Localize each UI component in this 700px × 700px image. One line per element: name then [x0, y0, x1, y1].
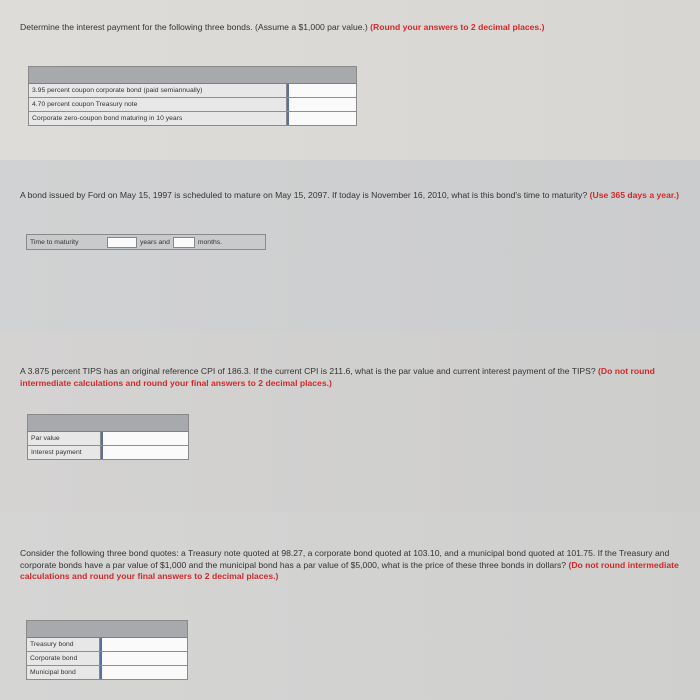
- answer-input-corporate-coupon[interactable]: [287, 84, 356, 97]
- row-label: Treasury bond: [27, 638, 100, 651]
- question-1-note: (Round your answers to 2 decimal places.): [370, 22, 545, 32]
- question-2-text: [20, 190, 680, 202]
- question-2-body: A bond issued by Ford on May 15, 1997 is scheduled to mature on May 15, 2097. If today is November 16, 2010, what is this bond's time to maturity?: [20, 190, 588, 200]
- months-input[interactable]: [173, 237, 195, 248]
- row-label: Municipal bond: [27, 666, 100, 679]
- table-header: [29, 67, 356, 84]
- table-row: [28, 446, 188, 459]
- table-row: [27, 666, 187, 679]
- table-row: [29, 98, 356, 112]
- table-row: [29, 112, 356, 125]
- treasury-bond-input[interactable]: [100, 638, 187, 651]
- question-1-table: [28, 66, 357, 126]
- table-header: [27, 621, 187, 638]
- question-1-body: Determine the interest payment for the following three bonds. (Assume a $1,000 par value.): [20, 22, 368, 32]
- municipal-bond-input[interactable]: [100, 666, 187, 679]
- question-3-body: A 3.875 percent TIPS has an original reference CPI of 186.3. If the current CPI is 211.6, what is the par value and current interest payment of the TIPS?: [20, 366, 596, 376]
- corporate-bond-input[interactable]: [100, 652, 187, 665]
- question-3-table: [27, 414, 189, 460]
- question-4-note: (Do not round intermediate calculations and round your final answers to 2 decimal places.): [20, 559, 679, 581]
- time-to-maturity-row: [26, 234, 266, 250]
- par-value-input[interactable]: [101, 432, 188, 445]
- interest-payment-input[interactable]: [101, 446, 188, 459]
- row-label: Corporate bond: [27, 652, 100, 665]
- question-4-body: Consider the following three bond quotes: a Treasury note quoted at 98.27, a corporate bond quoted at 103.10, and a municipal bond quoted at 101.75. If the Treasury and corporate bonds have a par value of $1,000 and the municipal bond has a par value of $5,000, what is the price of these three bonds in dollars?: [20, 548, 670, 570]
- row-label: 4.70 percent coupon Treasury note: [29, 98, 287, 111]
- row-label: 3.95 percent coupon corporate bond (paid semiannually): [29, 84, 287, 97]
- years-input[interactable]: [107, 237, 137, 248]
- table-row: [29, 84, 356, 98]
- question-3-note: (Do not round intermediate calculations and round your final answers to 2 decimal places.): [20, 366, 655, 388]
- table-row: [27, 652, 187, 666]
- row-label: Interest payment: [28, 446, 101, 459]
- question-2-note: (Use 365 days a year.): [589, 190, 679, 200]
- row-label: Corporate zero-coupon bond maturing in 10 years: [29, 112, 287, 125]
- table-row: [27, 638, 187, 652]
- answer-input-treasury-note[interactable]: [287, 98, 356, 111]
- row-label: Par value: [28, 432, 101, 445]
- months-label: months.: [197, 238, 223, 246]
- time-to-maturity-label: Time to maturity: [30, 238, 79, 246]
- question-4-table: [26, 620, 188, 680]
- answer-input-zero-coupon[interactable]: [287, 112, 356, 125]
- question-1-text: [20, 22, 680, 34]
- table-header: [28, 415, 188, 432]
- question-3-text: [20, 366, 680, 389]
- question-4-text: [20, 548, 680, 583]
- table-row: [28, 432, 188, 446]
- years-label: years and: [140, 238, 170, 246]
